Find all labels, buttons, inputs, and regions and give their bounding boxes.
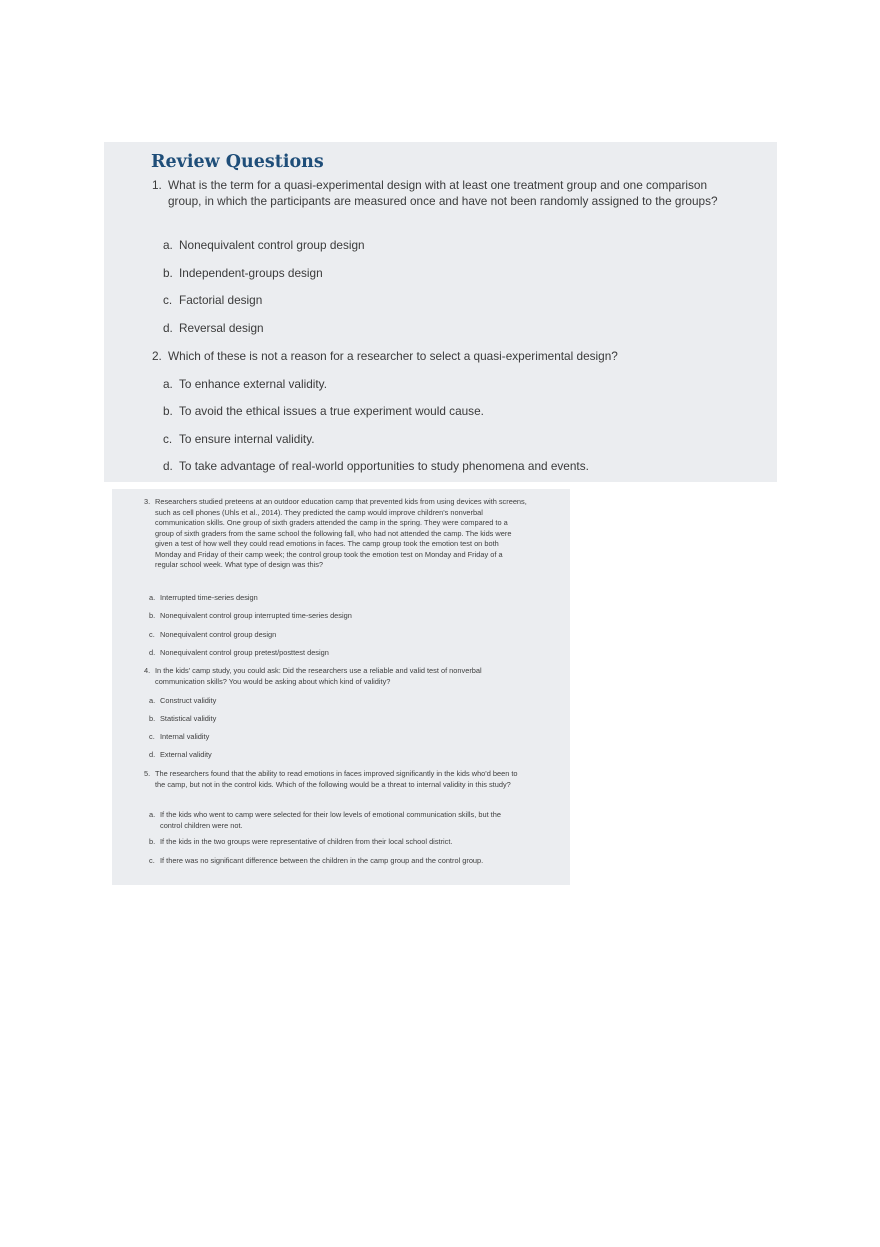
option-text: Construct validity [160,696,217,705]
option-text: External validity [160,750,212,759]
question-number: 3. [144,497,151,506]
option-text: To avoid the ethical issues a true experiment would cause. [179,404,484,418]
option-letter: c. [149,856,155,865]
option-text: Nonequivalent control group design [179,238,365,252]
question-text: The researchers found that the ability to read emotions in faces improved significantly in the kids who'd been to the camp, but not in the control kids. Which of the following would be a threat to internal validity in this study? [155,769,518,789]
option-text: Statistical validity [160,714,217,723]
option-letter: c. [163,432,173,446]
question-text: In the kids' camp study, you could ask: Did the researchers use a reliable and valid test of nonverbal communication skills? You would be asking about which kind of validity? [155,666,482,686]
option-text: Reversal design [179,321,264,335]
option-text: To take advantage of real-world opportunities to study phenomena and events. [179,459,589,473]
option-text: Nonequivalent control group pretest/posttest design [160,648,329,657]
option-text: Internal validity [160,732,210,741]
option-letter: c. [149,732,155,741]
option-text: Factorial design [179,293,263,307]
option-text: If the kids in the two groups were representative of children from their local school district. [160,837,453,846]
option-letter: a. [149,696,156,705]
question-text: Which of these is not a reason for a researcher to select a quasi-experimental design? [168,349,618,363]
review-questions-panel-bottom [112,489,570,885]
review-questions-panel-top [104,142,777,482]
option-letter: a. [163,238,173,252]
option-letter: d. [149,750,156,759]
option-letter: d. [163,459,173,473]
option-letter: b. [149,714,156,723]
section-title: Review Questions [151,152,324,172]
option-letter: d. [163,321,173,335]
question-number: 1. [152,178,162,192]
option-letter: a. [149,593,156,602]
question-number: 5. [144,769,151,778]
option-letter: a. [149,810,156,819]
option-text: To enhance external validity. [179,377,327,391]
question-number: 4. [144,666,151,675]
option-letter: b. [149,611,156,620]
option-letter: b. [163,266,173,280]
question-text: Researchers studied preteens at an outdoor education camp that prevented kids from using devices with screens, such as cell phones (Uhls et al., 2014). They predicted the camp would improve children's nonverbal communication skills. One group of sixth graders attended the camp in the spring. They were compared to a group of sixth graders from the same school the following fall, who had not attended the camp. The kids were given a test of how well they could read emotions in faces. The camp group took the emotion test on both Monday and Friday of their camp week; the control group took the emotion test on Monday and Friday of a regular school week. What type of design was this? [155,497,527,569]
option-text: Interrupted time-series design [160,593,258,602]
option-letter: b. [149,837,156,846]
option-letter: a. [163,377,173,391]
option-letter: d. [149,648,156,657]
option-text: If there was no significant difference between the children in the camp group and the control group. [160,856,484,865]
option-letter: b. [163,404,173,418]
question-text: What is the term for a quasi-experimental design with at least one treatment group and one comparison group, in which the participants are measured once and have not been randomly assigned to the groups? [168,178,718,208]
option-text: Independent-groups design [179,266,323,280]
option-text: Nonequivalent control group design [160,630,277,639]
question-number: 2. [152,349,162,363]
option-letter: c. [163,293,173,307]
option-text: To ensure internal validity. [179,432,315,446]
option-text: If the kids who went to camp were selected for their low levels of emotional communication skills, but the control children were not. [160,810,501,830]
option-letter: c. [149,630,155,639]
option-text: Nonequivalent control group interrupted time-series design [160,611,352,620]
